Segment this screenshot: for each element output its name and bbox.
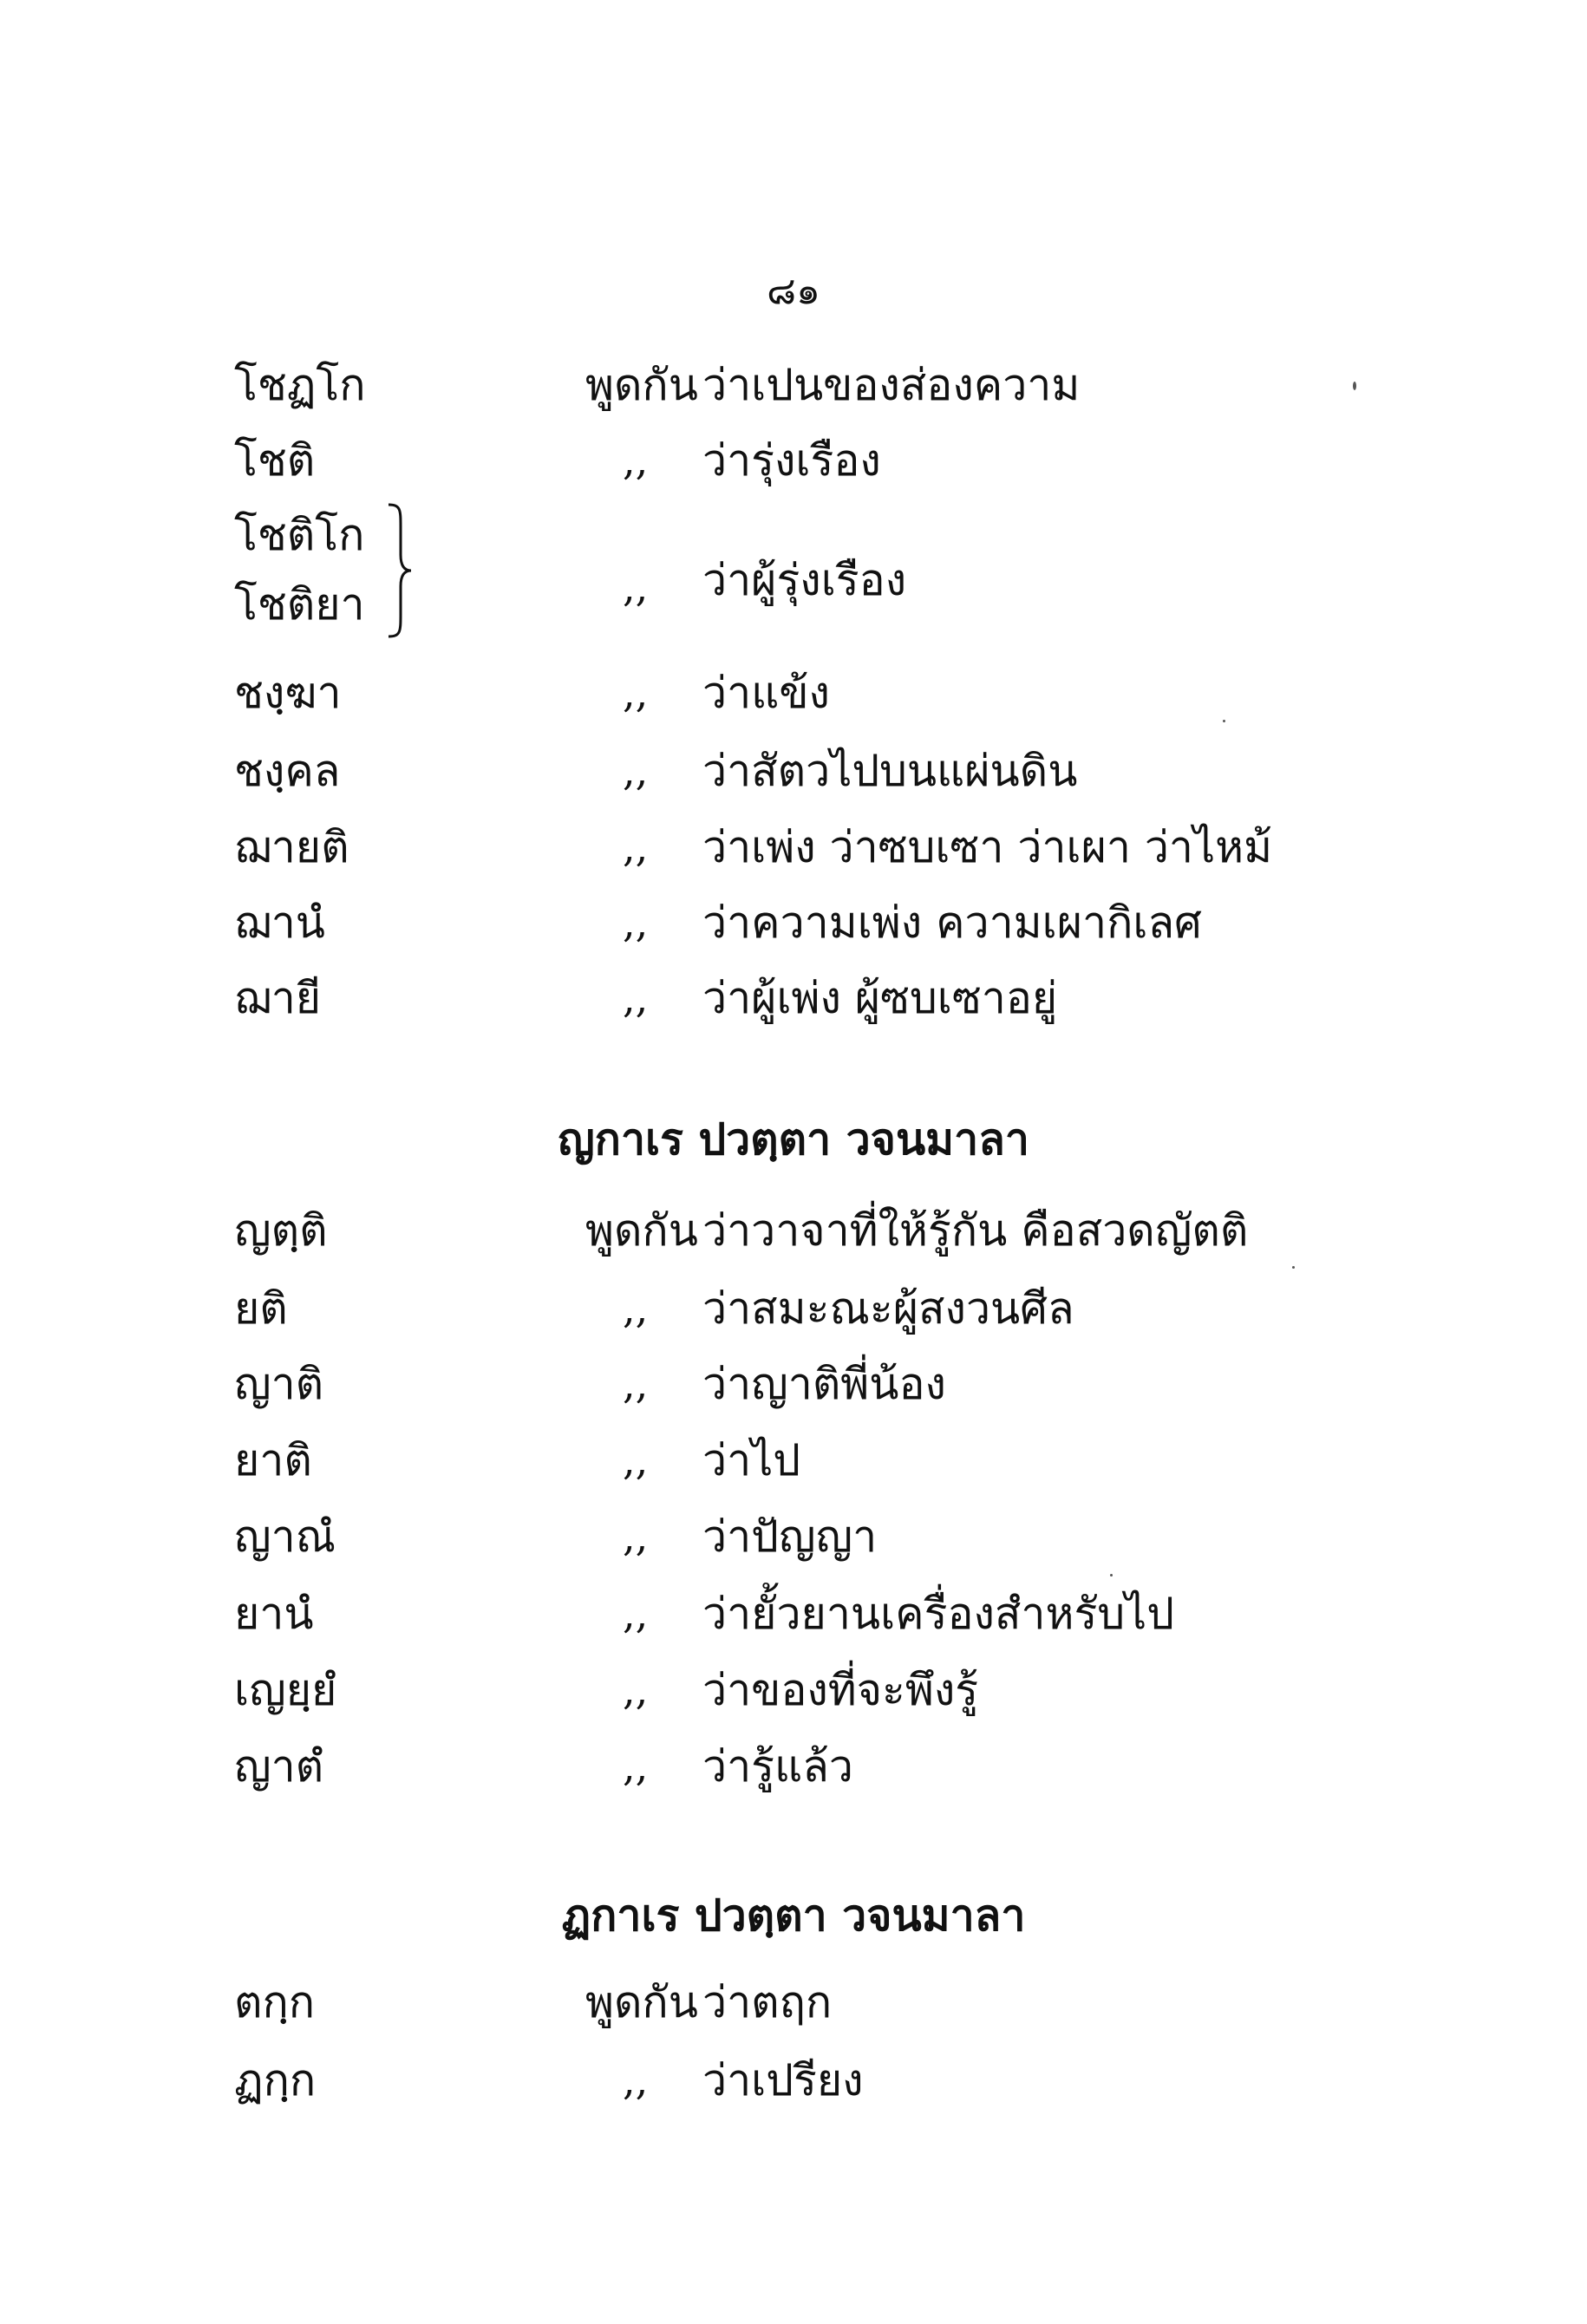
scan-speck <box>1353 382 1356 390</box>
scan-speck <box>1223 720 1225 722</box>
entry-term: ญตฺติ <box>234 1205 328 1256</box>
entry-row <box>0 1968 1587 2045</box>
entry-term: ชงฺฆา <box>234 668 342 718</box>
entry-row <box>0 351 1587 428</box>
entry-term: ญาติ <box>234 1359 324 1409</box>
entry-term: โชติยา <box>234 579 365 630</box>
entry-row <box>0 1275 1587 1351</box>
ditto-mark: ,, <box>623 2057 649 2104</box>
ditto-mark: ,, <box>623 824 649 871</box>
entry-meaning: ว่าผู้เพ่ง ผู้ซบเซาอยู่ <box>702 973 1058 1023</box>
section-heading: ญกาเร ปวตฺตา วจนมาลา <box>558 1113 1029 1165</box>
entry-term: เญยฺยํ <box>234 1665 337 1715</box>
entry-term: ตกฺก <box>234 1977 316 2027</box>
entry-meaning: ว่าญาติพี่น้อง <box>702 1359 946 1409</box>
entry-row <box>0 1350 1587 1426</box>
right-brace <box>382 501 416 640</box>
entry-meaning: ว่าเปนของส่องความ <box>702 360 1081 410</box>
ditto-mark: ,, <box>623 1361 649 1407</box>
entry-term: โชติโก <box>234 510 365 560</box>
entry-term: ยาติ <box>234 1435 312 1485</box>
scan-speck <box>1110 1574 1113 1577</box>
entry-meaning: ว่าไป <box>702 1435 801 1485</box>
entry-row <box>0 964 1587 1041</box>
entry-term: ฌายติ <box>234 822 349 872</box>
entry-meaning: ว่าสัตวไปบนแผ่นดิน <box>702 746 1078 796</box>
entry-lead: พูดกัน <box>585 360 698 410</box>
entry-meaning: ว่ารุ่งเรือง <box>702 435 881 486</box>
entry-meaning: ว่าตฤก <box>702 1977 833 2027</box>
ditto-mark: ,, <box>623 564 649 610</box>
entry-meaning: ว่าความเพ่ง ความเผากิเลศ <box>702 898 1202 948</box>
entry-term: ฌายี <box>234 973 322 1023</box>
entry-row <box>0 813 1587 890</box>
entry-meaning: ว่ารู้แล้ว <box>702 1741 853 1792</box>
ditto-mark: ,, <box>623 669 649 716</box>
ditto-mark: ,, <box>623 899 649 946</box>
entry-row <box>0 1197 1587 1273</box>
ditto-mark: ,, <box>623 437 649 484</box>
entry-term: ยติ <box>234 1283 288 1334</box>
entry-meaning: ว่ายั้วยานเครื่องสำหรับไป <box>702 1589 1174 1639</box>
entry-term: ญาตํ <box>234 1741 324 1792</box>
ditto-mark: ,, <box>623 1285 649 1332</box>
entry-term: ยานํ <box>234 1589 314 1639</box>
section-heading: ฏกาเร ปวตฺตา วจนมาลา <box>561 1890 1026 1941</box>
entry-meaning: ว่าเพ่ง ว่าซบเซา ว่าเผา ว่าไหม้ <box>702 822 1273 872</box>
entry-meaning: ว่าปัญญา <box>702 1511 878 1562</box>
ditto-mark: ,, <box>623 975 649 1022</box>
entry-meaning: ว่าสมะณะผู้สงวนศีล <box>702 1283 1074 1334</box>
ditto-mark: ,, <box>623 1743 649 1790</box>
entry-term: ญาณํ <box>234 1511 336 1562</box>
entry-term: ชงฺคล <box>234 746 341 796</box>
entry-row <box>0 2047 1587 2123</box>
entry-row <box>0 1426 1587 1503</box>
entry-meaning: ว่าผู้รุ่งเรือง <box>702 555 907 605</box>
entry-row <box>0 1733 1587 1809</box>
entry-meaning: ว่าแข้ง <box>702 668 830 718</box>
entry-row <box>0 1580 1587 1656</box>
entry-term: โชติ <box>234 435 316 486</box>
entry-meaning: ว่าเปรียง <box>702 2055 864 2105</box>
page-number: ๘๑ <box>767 269 820 313</box>
scan-speck <box>1292 1266 1295 1269</box>
entry-term: ฌานํ <box>234 898 325 948</box>
entry-row <box>0 659 1587 735</box>
ditto-mark: ,, <box>623 747 649 794</box>
ditto-mark: ,, <box>623 1667 649 1714</box>
entry-row <box>0 1503 1587 1579</box>
entry-lead: พูดกัน <box>585 1977 698 2027</box>
entry-meaning: ว่าวาจาที่ให้รู้กัน คือสวดญัตติ <box>702 1205 1249 1256</box>
entry-row <box>0 1656 1587 1733</box>
entry-row <box>0 737 1587 813</box>
entry-term: ฏกฺก <box>234 2055 317 2105</box>
ditto-mark: ,, <box>623 1437 649 1484</box>
entry-lead: พูดกัน <box>585 1205 698 1256</box>
ditto-mark: ,, <box>623 1590 649 1637</box>
entry-term: โชฏโก <box>234 360 366 410</box>
entry-meaning: ว่าของที่จะพึงรู้ <box>702 1665 979 1715</box>
entry-row <box>0 889 1587 965</box>
ditto-mark: ,, <box>623 1513 649 1560</box>
entry-row <box>0 427 1587 503</box>
